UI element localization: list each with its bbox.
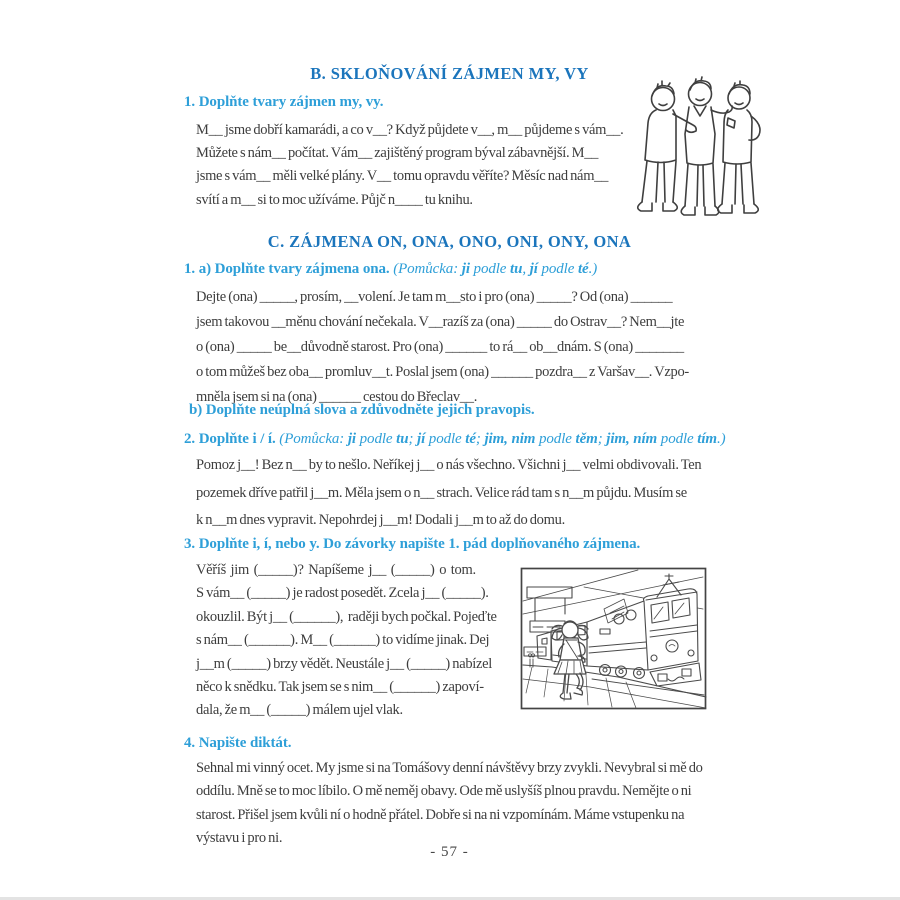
text-line: Věříš jim (_____)? Napíšeme j__ (_____) o tom.	[196, 562, 476, 578]
hint-segment: té	[465, 431, 476, 447]
section-b-title: B. SKLOŇOVÁNÍ ZÁJMEN MY, VY	[310, 64, 589, 83]
exercise-2-text	[196, 452, 731, 535]
hint-segment: .)	[716, 431, 726, 447]
text-line: okouzlil. Být j__ (______), raději bych počkal. Pojeďte	[196, 608, 497, 625]
exercise-4-heading: 4. Napište diktát.	[184, 735, 292, 751]
hint-segment: jim, ním	[606, 431, 658, 447]
text-line: svítí a m__ si to moc užíváme. Půjč n____ tu knihu.	[196, 191, 473, 208]
text-line: jsem takovou __měnu chování nečekala. V__razíš za (ona) _____ do Ostrav__? Nem__jte	[196, 314, 685, 330]
hint-segment: podle	[535, 431, 576, 447]
exercise-1a-heading	[184, 261, 597, 278]
text-line: mněla jsem si na (ona) ______ cestou do Břeclav__.	[196, 389, 478, 405]
exercise-3-heading: 3. Doplňte i, í, nebo y. Do závorky napište 1. pád doplňovaného zájmena.	[184, 536, 641, 552]
exercise-2-hint	[279, 431, 725, 447]
hint-segment: ji	[347, 431, 356, 447]
text-line: pozemek dříve patřil j__m. Měla jsem o n__ strach. Velice rád tam s n__m půjdu. Musím se	[196, 484, 687, 501]
exercise-1-text	[196, 119, 624, 212]
exercise-4-text	[196, 757, 731, 850]
train-station-illustration	[520, 567, 707, 710]
text-line: něco k snědku. Tak jsem se s nim__ (______) zapoví-	[196, 679, 484, 696]
exercise-1b-heading: b) Doplňte neúplná slova a zdůvodněte jejich pravopis.	[189, 402, 535, 418]
text-line: j__m (_____) brzy vědět. Neustále j__ (_____) nabízel	[196, 655, 493, 672]
exercise-3-text	[196, 559, 516, 723]
hint-segment: podle	[469, 261, 511, 277]
text-line: s nám__ (______). M__ (______) to vidíme jinak. Dej	[196, 632, 490, 649]
text-line: dala, že m__ (_____) málem ujel vlak.	[196, 702, 403, 719]
hint-segment: podle	[537, 261, 578, 277]
text-line: k n__m dnes vypravit. Nepohrdej j__m! Dodali j__m to až do domu.	[196, 512, 565, 528]
hint-segment: .)	[588, 261, 598, 277]
exercise-2-heading	[184, 431, 726, 448]
text-line: o (ona) _____ be__důvodně starost. Pro (ona) ______ to rá__ ob__dnám. S (ona) _______	[196, 339, 684, 355]
hint-segment: (Pomůcka:	[393, 261, 462, 277]
hint-segment: tu	[396, 431, 409, 447]
exercise-1a-hint	[393, 261, 597, 277]
text-line: starost. Přišel jsem kvůli ní o hodně přátel. Dobře si na ni vzpomínám. Máme vstupenku na	[196, 806, 685, 823]
hint-segment: ji	[461, 261, 470, 277]
section-c-title: C. ZÁJMENA ON, ONA, ONO, ONI, ONY, ONA	[267, 232, 632, 251]
hint-segment: tím	[697, 431, 717, 447]
text-line: Pomoz j__! Bez n__ by to nešlo. Neříkej j__ o nás všechno. Všichni j__ velmi obdivovali. Ten	[196, 457, 702, 473]
text-line: Sehnal mi vinný ocet. My jsme si na Tomášovy denní návštěvy brzy zvykli. Nevybral si mě do	[196, 760, 703, 776]
hint-segment: tu	[510, 261, 523, 277]
exercise-1-heading: 1. Doplňte tvary zájmen my, vy.	[184, 94, 384, 110]
text-line: výstavu i pro ni.	[196, 829, 283, 846]
hint-segment: té	[577, 261, 589, 277]
exercise-1a-heading-bold: 1. a) Doplňte tvary zájmena ona.	[184, 261, 394, 277]
hint-segment: podle	[657, 431, 698, 447]
text-line: jsme s vám__ měli velké plány. V__ tomu opravdu věříte? Měsíc nad nám__	[196, 168, 609, 185]
hint-segment: jí	[417, 431, 426, 447]
hint-segment: podle	[425, 431, 466, 447]
three-friends-illustration	[616, 70, 786, 222]
text-line: o tom můžeš bez oba__ promluv__t. Poslal jsem (ona) ______ pozdra__ z Varšav__. Vzpo-	[196, 364, 689, 380]
exercise-2-heading-bold: 2. Doplňte i / í.	[184, 431, 280, 447]
hint-segment: (Pomůcka:	[279, 431, 348, 447]
hint-segment: těm	[575, 431, 598, 447]
hint-segment: jí	[529, 261, 538, 277]
text-line: Můžete s nám__ počítat. Vám__ zajištěný program býval zábavnější. M__	[196, 145, 599, 162]
text-line: M__ jsme dobří kamarádi, a co v__? Když půjdete v__, m__ půjdeme s vám__.	[196, 122, 624, 138]
text-line: S vám__ (_____) je radost posedět. Zcela j__ (_____).	[196, 585, 489, 602]
page-number: - 57 -	[430, 844, 469, 860]
hint-segment: ;	[597, 431, 607, 447]
text-line: Dejte (ona) _____, prosím, __volení. Je tam m__sto i pro (ona) _____? Od (ona) ______	[196, 289, 673, 305]
hint-segment: podle	[356, 431, 397, 447]
text-line: oddílu. Mně se to moc líbilo. O mě neměj obavy. Ode mě uslyšíš plnou pravdu. Nemějte o ni	[196, 783, 692, 800]
hint-segment: ;	[475, 431, 485, 447]
hint-segment: ,	[522, 261, 530, 277]
hint-segment: jim, nim	[484, 431, 536, 447]
hint-segment: ;	[408, 431, 417, 447]
exercise-1a-text	[196, 285, 731, 410]
three-friends-drawing	[616, 70, 786, 222]
train-station-drawing	[520, 567, 707, 710]
